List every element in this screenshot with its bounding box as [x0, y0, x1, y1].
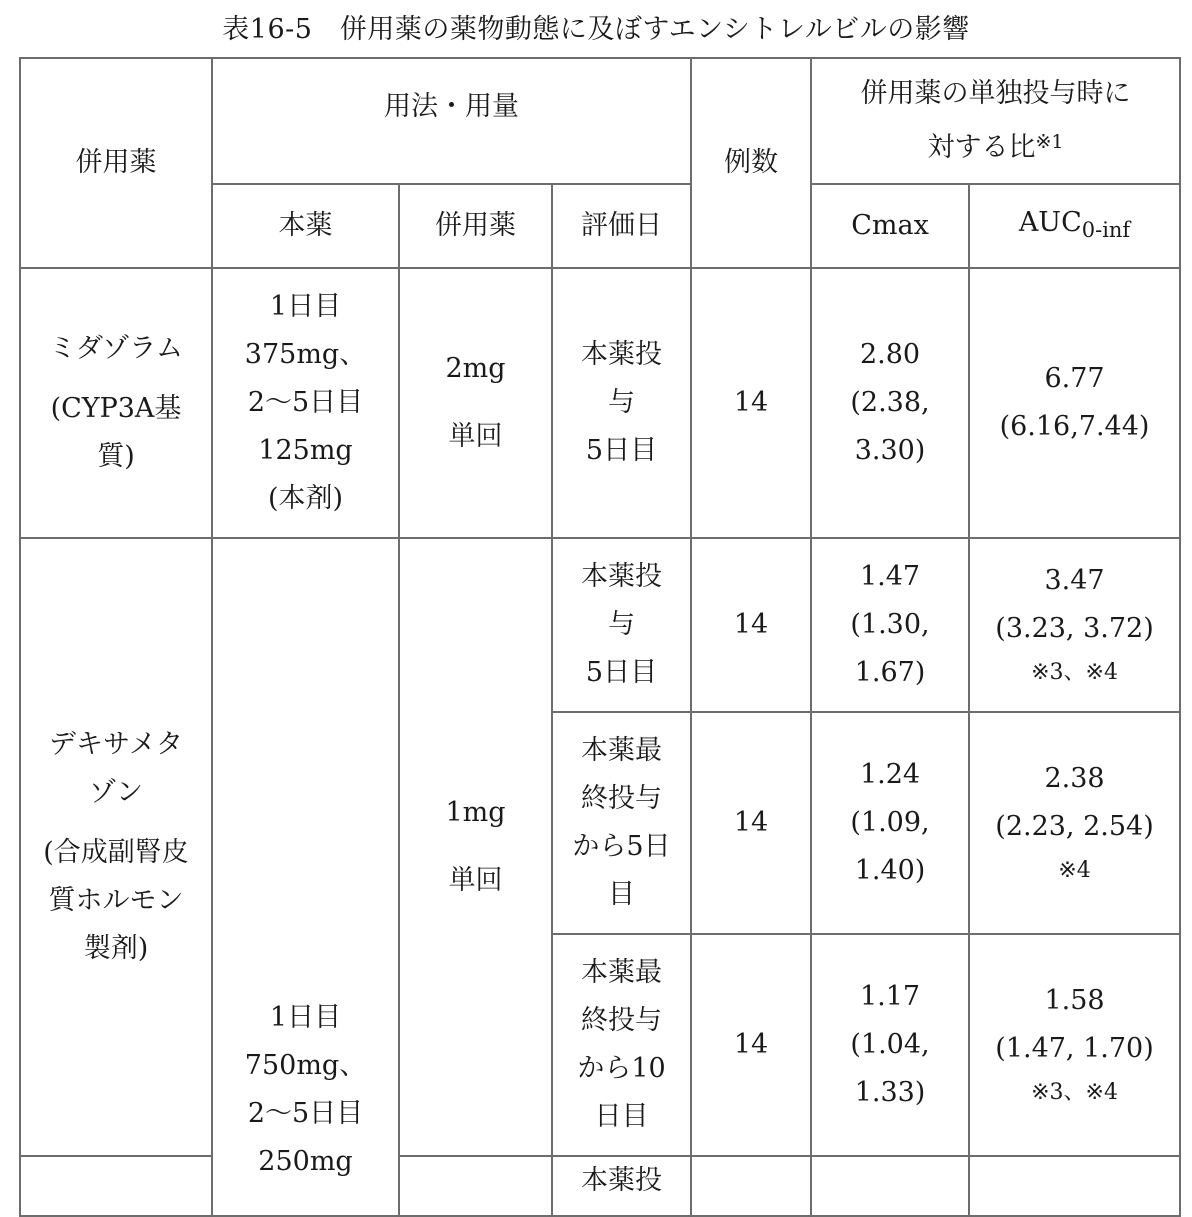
- cmax-ci: (1.09,: [850, 807, 930, 838]
- header-auc: [969, 184, 1180, 268]
- auc-footnote: ※3、※4: [1031, 1080, 1118, 1105]
- drug-class-line: 質): [97, 441, 135, 472]
- drug-class-line: (CYP3A基: [50, 393, 182, 424]
- auc-ci: (1.47, 1.70): [995, 1033, 1154, 1064]
- header-row-1: [20, 58, 1180, 184]
- conc-dose: 2mg: [445, 353, 506, 384]
- cmax-value: 1.24: [859, 759, 921, 790]
- eval-line: 5日目: [585, 657, 658, 688]
- auc-footnote: ※3、※4: [1031, 660, 1118, 685]
- header-ratio: [811, 58, 1180, 184]
- auc-ci: (6.16,7.44): [999, 411, 1150, 442]
- cmax-ci: 1.67): [854, 657, 926, 688]
- eval-cell: [552, 934, 691, 1156]
- eval-cell: [552, 538, 691, 712]
- header-cmax: Cmax: [811, 184, 969, 268]
- cmax-ci: (2.38,: [850, 387, 930, 418]
- dose-cell-midazolam: [212, 268, 399, 538]
- eval-line: 与: [608, 609, 635, 640]
- dose-line: 2〜5日目: [247, 387, 364, 418]
- drug-name: デキサメタ: [49, 729, 183, 760]
- table-row-dexamethasone-1: [20, 538, 1180, 712]
- header-auc-main: AUC: [1018, 206, 1082, 238]
- cmax-ci: 1.33): [854, 1077, 926, 1108]
- drug-class-line: 質ホルモン: [48, 885, 184, 916]
- dose-line: 125mg: [258, 435, 353, 466]
- cmax-cell-midazolam: [811, 268, 969, 538]
- dose-cell-dexamethasone: [212, 538, 399, 1216]
- dose-line: 1日目: [269, 291, 342, 322]
- auc-footnote: ※4: [1058, 858, 1091, 883]
- count-cell: 14: [691, 538, 811, 712]
- cmax-cell-partial: [811, 1156, 969, 1216]
- header-ratio-line2: [816, 118, 1175, 172]
- interaction-table: [19, 57, 1181, 1217]
- conc-dose: 1mg: [445, 797, 506, 828]
- dose-line: 250mg: [258, 1146, 353, 1177]
- count-cell-partial: [691, 1156, 811, 1216]
- dose-spacer: [217, 539, 394, 994]
- cmax-value: 2.80: [859, 339, 921, 370]
- count-cell: 14: [691, 712, 811, 934]
- eval-line: 本薬投: [581, 1165, 662, 1196]
- drug-cell-dexamethasone: [20, 538, 212, 1156]
- eval-cell-partial: [552, 1156, 691, 1216]
- dose-line: 1日目: [269, 1002, 342, 1033]
- header-ratio-text: 対する比: [927, 132, 1036, 163]
- count-cell: 14: [691, 268, 811, 538]
- conc-frequency: 単回: [448, 421, 503, 452]
- eval-line: 5日目: [585, 435, 658, 466]
- eval-line: 終投与: [581, 783, 662, 814]
- eval-line: 日目: [594, 1101, 649, 1132]
- cmax-cell: [811, 712, 969, 934]
- cmax-ci: (1.30,: [850, 609, 930, 640]
- header-dosage-group: 用法・用量: [212, 58, 691, 184]
- drug-cell-partial: [20, 1156, 212, 1216]
- eval-line: 終投与: [581, 1005, 662, 1036]
- eval-line: 本薬投: [581, 561, 662, 592]
- drug-name: ゾン: [89, 777, 143, 808]
- conc-frequency: 単回: [448, 865, 503, 896]
- auc-ci: (2.23, 2.54): [995, 811, 1154, 842]
- dose-line: (本剤): [267, 483, 344, 514]
- eval-line: 本薬最: [581, 957, 662, 988]
- auc-value: 2.38: [1044, 763, 1105, 794]
- auc-cell: [969, 934, 1180, 1156]
- conc-cell-midazolam: [399, 268, 552, 538]
- auc-cell-partial: [969, 1156, 1180, 1216]
- drug-class-line: (合成副腎皮: [43, 837, 189, 868]
- eval-line: 本薬最: [581, 735, 662, 766]
- cmax-ci: (1.04,: [850, 1029, 930, 1060]
- eval-line: 目: [608, 879, 635, 910]
- drug-name: ミダゾラム: [49, 333, 183, 364]
- auc-cell-midazolam: [969, 268, 1180, 538]
- conc-cell-partial: [399, 1156, 552, 1216]
- dose-line: 750mg、: [244, 1050, 367, 1081]
- auc-ci: (3.23, 3.72): [995, 613, 1154, 644]
- count-cell: 14: [691, 934, 811, 1156]
- cmax-cell: [811, 934, 969, 1156]
- cmax-ci: 3.30): [854, 435, 926, 466]
- header-count: 例数: [691, 58, 811, 268]
- auc-value: 3.47: [1044, 565, 1105, 596]
- auc-cell: [969, 712, 1180, 934]
- table-title: 表16-5 併用薬の薬物動態に及ぼすエンシトレルビルの影響: [222, 14, 970, 45]
- header-sub-eval: 評価日: [552, 184, 691, 268]
- header-ratio-note: ※1: [1035, 131, 1064, 153]
- cmax-cell: [811, 538, 969, 712]
- eval-cell-midazolam: [552, 268, 691, 538]
- eval-line: から5日: [572, 831, 671, 862]
- cmax-ci: 1.40): [854, 855, 926, 886]
- header-auc-sub: 0-inf: [1081, 217, 1131, 242]
- eval-line: 与: [608, 387, 635, 418]
- header-ratio-line1: 併用薬の単独投与時に: [860, 78, 1131, 109]
- cmax-value: 1.17: [859, 981, 921, 1012]
- cmax-value: 1.47: [859, 561, 921, 592]
- eval-line: 本薬投: [581, 339, 662, 370]
- header-sub-concomitant: 併用薬: [399, 184, 552, 268]
- dose-line: 2〜5日目: [247, 1098, 364, 1129]
- auc-cell: [969, 538, 1180, 712]
- conc-cell-dexamethasone: [399, 538, 552, 1156]
- eval-cell: [552, 712, 691, 934]
- auc-value: 1.58: [1044, 985, 1105, 1016]
- table-row-midazolam: [20, 268, 1180, 538]
- table-row-next-partial: [20, 1156, 1180, 1216]
- header-sub-drug: 本薬: [212, 184, 399, 268]
- drug-class-line: 製剤): [83, 933, 149, 964]
- dose-line: 375mg、: [244, 339, 367, 370]
- eval-line: から10: [577, 1053, 666, 1084]
- drug-cell-midazolam: [20, 268, 212, 538]
- header-concomitant: 併用薬: [20, 58, 212, 268]
- auc-value: 6.77: [1044, 363, 1105, 394]
